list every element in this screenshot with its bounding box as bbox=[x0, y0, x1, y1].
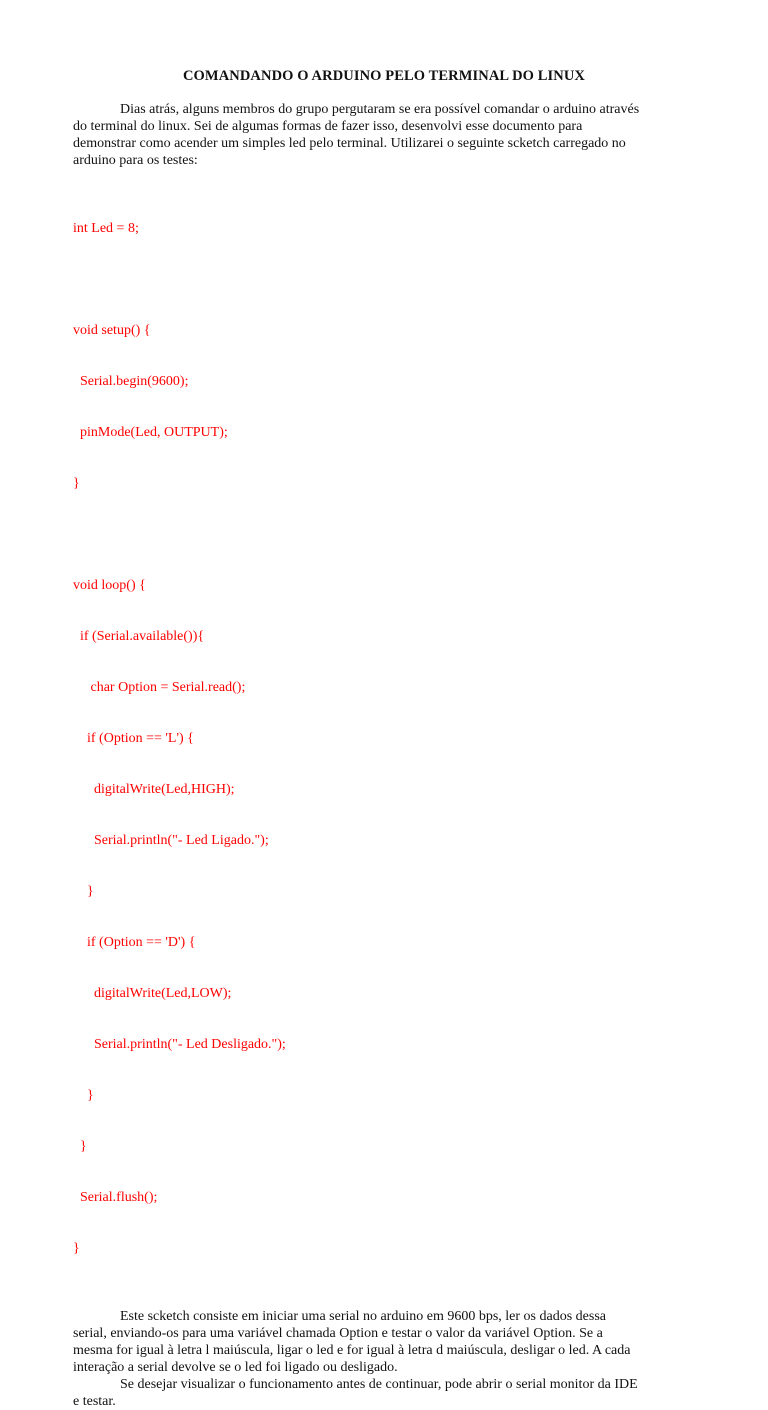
closing-paragraph bbox=[73, 1376, 695, 1410]
code-line: void loop() { bbox=[73, 578, 146, 593]
code-line: if (Option == 'D') { bbox=[73, 935, 196, 950]
code-line: Serial.begin(9600); bbox=[73, 374, 189, 389]
code-block bbox=[73, 186, 695, 1291]
explanation-line: serial, enviando-os para uma variável chamada Option e testar o valor da variável Option. Se a bbox=[73, 1326, 603, 1341]
code-line: pinMode(Led, OUTPUT); bbox=[73, 425, 228, 440]
intro-paragraph bbox=[73, 101, 695, 169]
explanation-paragraph bbox=[73, 1308, 695, 1376]
code-line: } bbox=[73, 1139, 87, 1154]
code-line: Serial.flush(); bbox=[73, 1190, 158, 1205]
explanation-line: Este scketch consiste em iniciar uma serial no arduino em 9600 bps, ler os dados dessa bbox=[120, 1309, 606, 1324]
code-line: } bbox=[73, 884, 94, 899]
intro-line: arduino para os testes: bbox=[73, 153, 198, 168]
document-body bbox=[73, 101, 695, 1410]
spacer bbox=[73, 1291, 695, 1308]
code-line: if (Serial.available()){ bbox=[73, 629, 205, 644]
code-line bbox=[73, 271, 695, 288]
explanation-line: interação a serial devolve se o led foi ligado ou desligado. bbox=[73, 1360, 398, 1375]
intro-line: do terminal do linux. Sei de algumas formas de fazer isso, desenvolvi esse documento para bbox=[73, 119, 583, 134]
code-line bbox=[73, 526, 695, 543]
closing-line: Se desejar visualizar o funcionamento antes de continuar, pode abrir o serial monitor da IDE bbox=[120, 1377, 638, 1392]
code-line: digitalWrite(Led,LOW); bbox=[73, 986, 232, 1001]
code-line: } bbox=[73, 1088, 94, 1103]
code-line: digitalWrite(Led,HIGH); bbox=[73, 782, 235, 797]
code-line: if (Option == 'L') { bbox=[73, 731, 194, 746]
code-line: Serial.println("- Led Ligado."); bbox=[73, 833, 269, 848]
intro-line: Dias atrás, alguns membros do grupo pergutaram se era possível comandar o arduino através bbox=[120, 102, 640, 117]
spacer bbox=[73, 169, 695, 186]
code-line: } bbox=[73, 476, 80, 491]
explanation-line: mesma for igual à letra l maiúscula, ligar o led e for igual à letra d maiúscula, desligar o led. A cada bbox=[73, 1343, 631, 1358]
document-title: COMANDANDO O ARDUINO PELO TERMINAL DO LINUX bbox=[182, 68, 585, 84]
code-line: Serial.println("- Led Desligado."); bbox=[73, 1037, 286, 1052]
code-line: int Led = 8; bbox=[73, 221, 139, 236]
code-line: void setup() { bbox=[73, 323, 151, 338]
code-line: } bbox=[73, 1241, 80, 1256]
code-line: char Option = Serial.read(); bbox=[73, 680, 246, 695]
closing-line: e testar. bbox=[73, 1394, 116, 1409]
intro-line: demonstrar como acender um simples led pelo terminal. Utilizarei o seguinte scketch carregado no bbox=[73, 136, 626, 151]
